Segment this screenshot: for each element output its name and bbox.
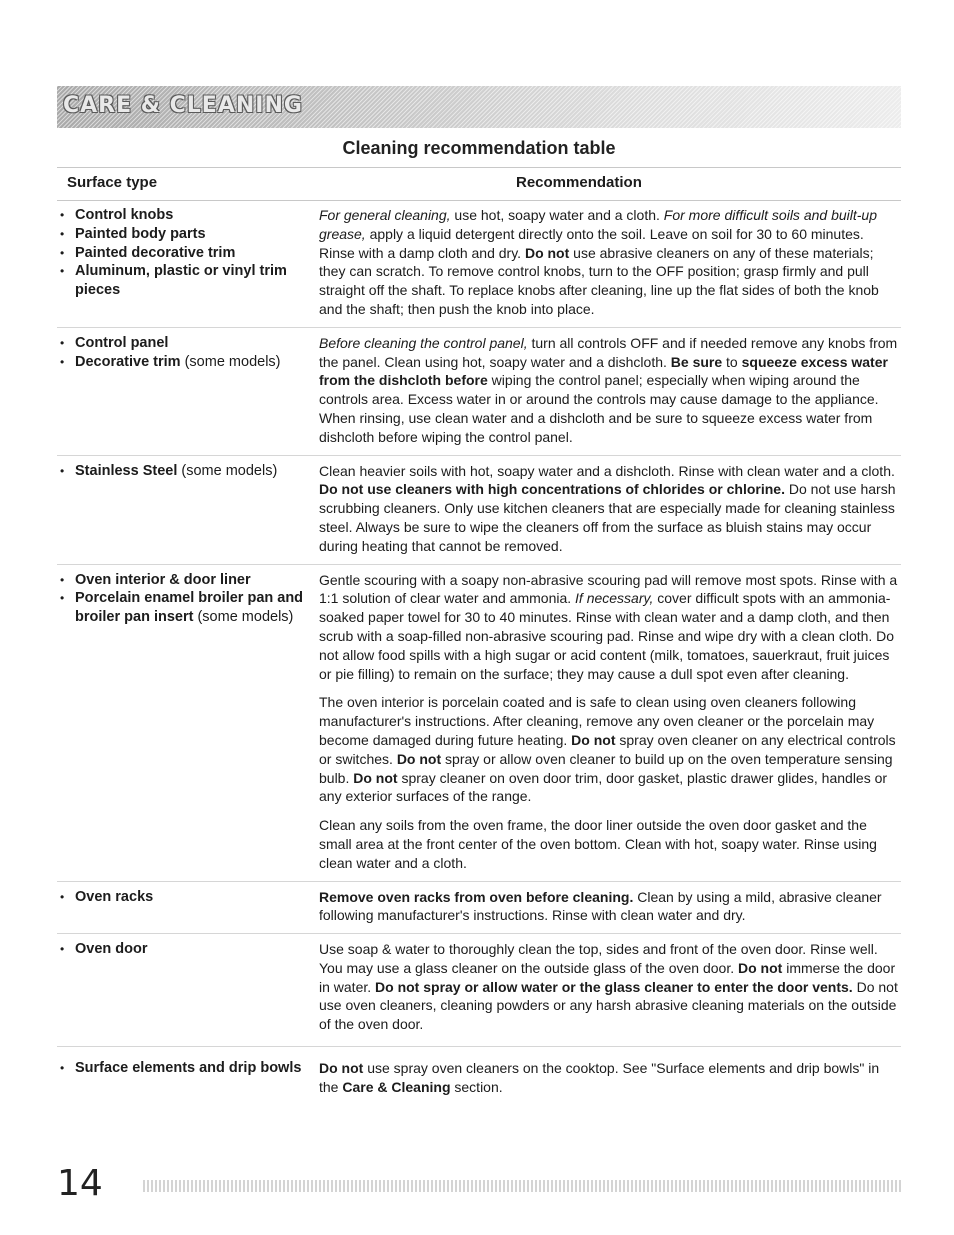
table-row (57, 328, 901, 456)
text-run: spray oven cleaner on any electrical controls or switches. (319, 731, 896, 767)
text-run: turn all controls OFF and if needed remove any knobs from the panel. Clean using hot, soapy water and a dishcloth. (319, 334, 898, 370)
text-run: Be sure (670, 353, 723, 370)
surface-item (57, 571, 319, 590)
table-row (57, 204, 901, 328)
section-banner (57, 86, 901, 128)
table-row (57, 882, 901, 935)
text-run: Do not (737, 959, 783, 976)
surface-cell (57, 940, 319, 1034)
surface-name: Control panel (75, 334, 169, 351)
text-run: spray or allow oven cleaner to build up on the oven temperature sensing bulb. (319, 750, 893, 786)
text-run: Before cleaning the control panel, (319, 334, 528, 351)
text-run: immerse the door in water. (319, 959, 896, 995)
surface-cell (57, 1059, 319, 1097)
recommendation-cell (319, 940, 901, 1034)
recommendation-paragraph (319, 1059, 901, 1097)
surface-item (57, 206, 319, 225)
recommendation-paragraph (319, 888, 901, 926)
surface-name: Aluminum, plastic or vinyl trim pieces (75, 263, 287, 299)
table-row (57, 1047, 901, 1105)
surface-list (57, 206, 319, 300)
surface-name: Oven interior & door liner (75, 571, 251, 588)
recommendation-cell (319, 888, 901, 926)
recommendation-paragraph (319, 693, 901, 806)
cleaning-table-body (57, 204, 901, 1105)
surface-name: Oven door (75, 941, 148, 958)
text-run: squeeze excess water from the dishcloth before (319, 353, 888, 389)
text-run: Do not use harsh scrubbing cleaners. Only use kitchen cleaners that are especially made for cleaning stainless steel. Always be sure to wipe the cleaners off from the surface as bluish stains may occur during heating that cannot be removed. (319, 481, 896, 554)
text-run: If necessary, (575, 590, 654, 607)
text-run: Do not (524, 244, 570, 261)
text-run: Clean heavier soils with hot, soapy water and a dishcloth. Rinse with clean water and a cloth. (319, 462, 895, 479)
text-run: Care & Cleaning (342, 1078, 451, 1095)
text-run: section. (450, 1078, 503, 1095)
surface-name: Painted body parts (75, 225, 206, 242)
section-title: CARE & CLEANING (63, 93, 303, 118)
recommendation-paragraph (319, 940, 901, 1034)
surface-item (57, 462, 319, 481)
surface-name: Oven racks (75, 888, 154, 905)
header-recommendation: Recommendation (516, 174, 642, 191)
text-run: Do not (571, 731, 616, 748)
surface-name: Control knobs (75, 207, 174, 223)
text-run: apply a liquid detergent directly onto the soil. Leave on soil for 30 to 60 minutes. Rinse with a damp cloth and dry. (319, 225, 864, 261)
text-run: Use soap & water to thoroughly clean the top, sides and front of the oven door. Rinse well. You may use a glass cleaner on the outside glass of the oven door. (319, 941, 878, 976)
surface-list (57, 571, 319, 627)
text-run: Do not use oven cleaners, cleaning powders or any harsh abrasive cleaning materials on the outside of the oven door. (319, 978, 898, 1033)
text-run: spray cleaner on oven door trim, door gasket, plastic drawer glides, handles or any exterior surfaces of the range. (319, 769, 888, 805)
surface-item (57, 225, 319, 244)
text-run: use hot, soapy water and a cloth. (450, 207, 664, 223)
surface-list (57, 888, 319, 907)
surface-item (57, 940, 319, 959)
text-run: The oven interior is porcelain coated and is safe to clean using oven cleaners following manufacturer's instructions. After cleaning, remove any oven cleaner or the porcelain may become damaged during future heating. (319, 694, 875, 748)
recommendation-paragraph (319, 571, 901, 684)
table-header (57, 167, 901, 201)
recommendation-cell (319, 206, 901, 319)
text-run: to (722, 353, 742, 370)
surface-note: (some models) (180, 353, 281, 370)
table-row (57, 565, 901, 882)
surface-cell (57, 888, 319, 926)
recommendation-paragraph (319, 334, 901, 447)
text-run: Remove oven racks from oven before cleaning. (319, 888, 634, 905)
text-run: Do not (396, 750, 442, 767)
surface-item (57, 589, 319, 627)
surface-name: Surface elements and drip bowls (75, 1060, 302, 1077)
surface-item (57, 334, 319, 353)
surface-name: Porcelain enamel broiler pan and broiler pan insert (75, 590, 304, 626)
recommendation-paragraph (319, 206, 901, 319)
surface-cell (57, 462, 319, 556)
text-run: Do not (319, 1060, 364, 1077)
header-surface-type: Surface type (67, 174, 158, 191)
surface-list (57, 940, 319, 959)
text-run: use abrasive cleaners on any of these materials; they can scratch. To remove control knobs, turn to the OFF position; grasp firmly and pull straight off the shaft. To replace knobs after cleaning, line up the flat sides of both the knob and the shaft; then push the knob into place. (319, 244, 879, 317)
table-row (57, 456, 901, 565)
surface-item (57, 262, 319, 300)
text-run: Clean any soils from the oven frame, the door liner outside the oven door gasket and the small area at the front center of the oven bottom. Clean with hot, soapy water. Rinse using clean water and a cloth. (319, 817, 877, 871)
text-run: cover difficult spots with an ammonia-soaked paper towel for 30 to 40 minutes. Rinse with clean water and a damp cloth, and then scrub with a soap-filled non-abrasive scouring pad. Rinse and wipe dry with a clean cloth. Do not allow food spills with a high sugar or acid content (milk, tomatoes, sauerkraut, fruit juices or pie filling) to remain on the surface; they may cause a dull spot even after cleaning. (319, 590, 895, 682)
surface-list (57, 462, 319, 481)
surface-list (57, 334, 319, 372)
surface-item (57, 244, 319, 263)
surface-name: Stainless Steel (75, 462, 178, 479)
surface-cell (57, 206, 319, 319)
recommendation-paragraph (319, 462, 901, 556)
table-row (57, 934, 901, 1047)
text-run: Clean by using a mild, abrasive cleaner following manufacturer's instructions. Rinse with clean water and dry. (319, 888, 882, 924)
recommendation-cell (319, 1059, 901, 1097)
recommendation-cell (319, 334, 901, 447)
page-number: 14 (57, 1163, 103, 1204)
text-run: Gentle scouring with a soapy non-abrasive scouring pad will remove most spots. Rinse with a 1:1 solution of clear water and ammonia. (319, 571, 898, 607)
footer-rule (143, 1180, 901, 1192)
text-run: Do not spray or allow water or the glass cleaner to enter the door vents. (375, 978, 853, 995)
recommendation-cell (319, 462, 901, 556)
surface-item (57, 353, 319, 372)
text-run: wiping the control panel; especially when wiping around the controls area. Excess water in or around the controls may cause damage to the appliance. When rinsing, use clean water and a dishcloth and be sure to squeeze excess water from dishcloth before wiping the control panel. (319, 372, 879, 445)
text-run: Do not use cleaners with high concentrations of chlorides or chlorine. (319, 481, 785, 498)
text-run: For more difficult soils and built-up grease, (319, 207, 877, 242)
surface-cell (57, 334, 319, 447)
recommendation-paragraph (319, 816, 901, 872)
surface-name: Painted decorative trim (75, 244, 236, 261)
text-run: For general cleaning, (319, 207, 451, 223)
text-run: use spray oven cleaners on the cooktop. See "Surface elements and drip bowls" in the (319, 1060, 880, 1095)
surface-name: Decorative trim (75, 353, 181, 370)
surface-note: (some models) (193, 609, 294, 626)
surface-item (57, 1059, 319, 1078)
table-title: Cleaning recommendation table (342, 138, 616, 158)
surface-note: (some models) (177, 462, 278, 479)
recommendation-cell (319, 571, 901, 873)
surface-list (57, 1059, 319, 1078)
text-run: Do not (353, 769, 398, 786)
surface-cell (57, 571, 319, 873)
surface-item (57, 888, 319, 907)
